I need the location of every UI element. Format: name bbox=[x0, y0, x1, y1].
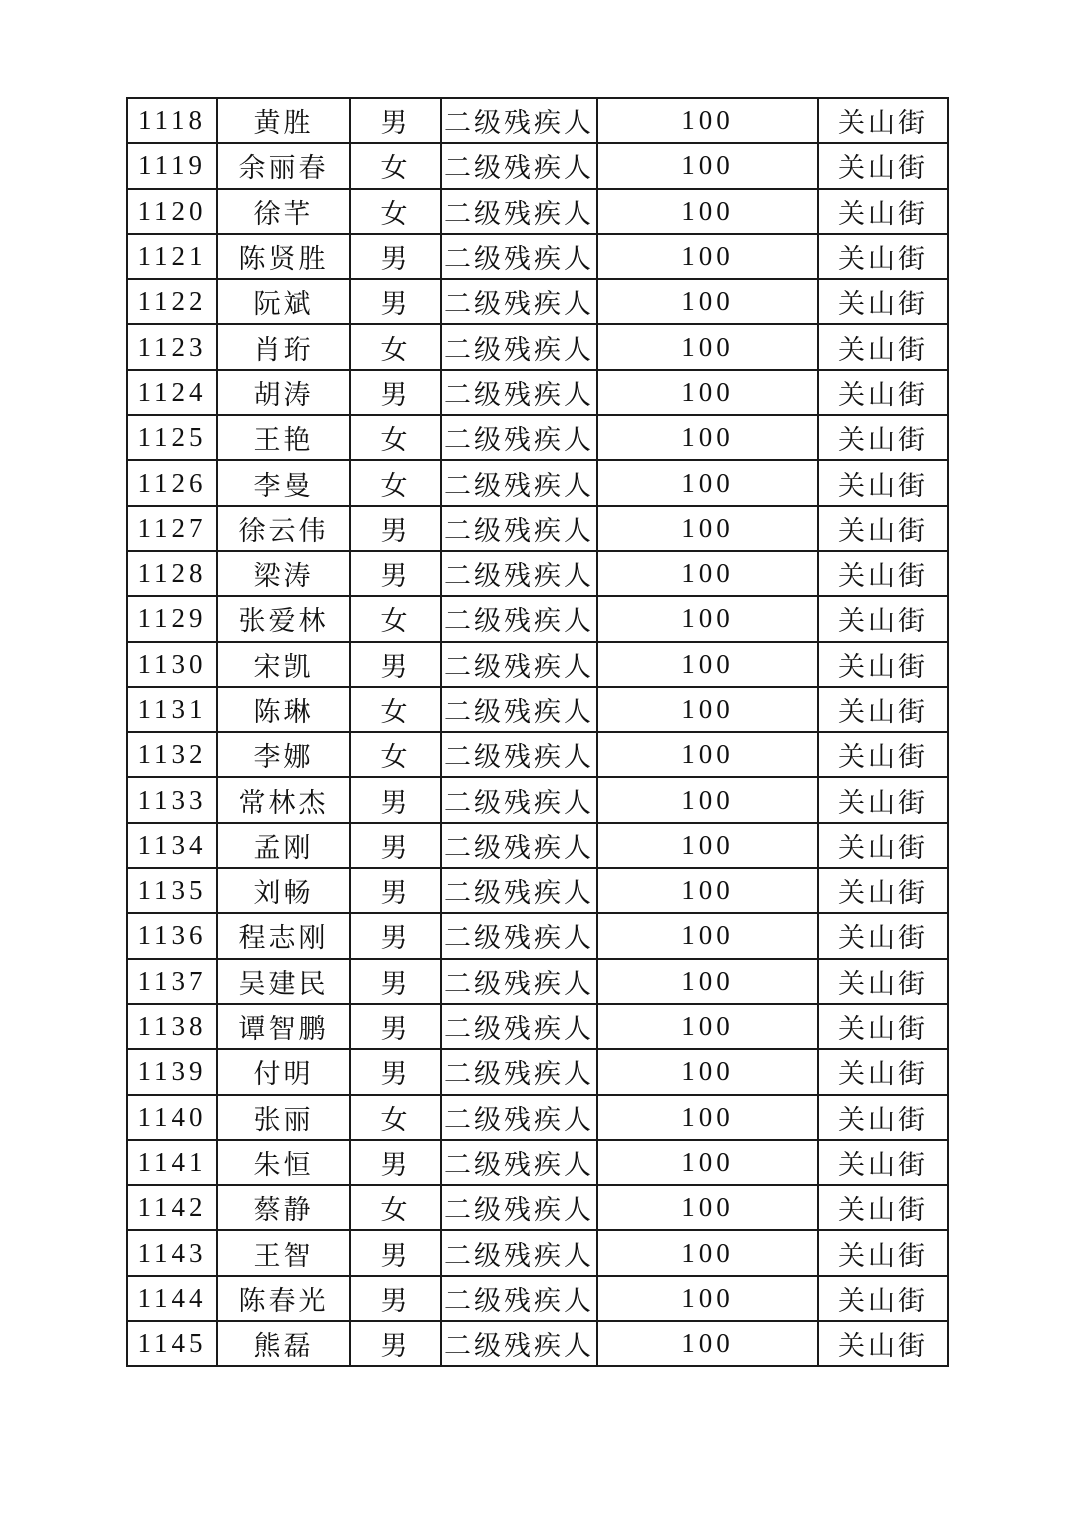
table-row bbox=[127, 324, 948, 369]
row-number-cell: 1123 bbox=[127, 324, 217, 369]
table-row bbox=[127, 1230, 948, 1275]
table-row bbox=[127, 370, 948, 415]
amount-cell: 100 bbox=[597, 1230, 818, 1275]
row-number-cell: 1128 bbox=[127, 551, 217, 596]
name-cell: 肖珩 bbox=[217, 324, 350, 369]
row-number-cell: 1138 bbox=[127, 1004, 217, 1049]
gender-cell: 男 bbox=[350, 1004, 441, 1049]
gender-cell: 男 bbox=[350, 823, 441, 868]
amount-cell: 100 bbox=[597, 732, 818, 777]
name-cell: 张爱林 bbox=[217, 596, 350, 641]
gender-cell: 男 bbox=[350, 913, 441, 958]
table-row bbox=[127, 189, 948, 234]
table-row bbox=[127, 642, 948, 687]
table-row bbox=[127, 823, 948, 868]
disability-category-cell: 二级残疾人 bbox=[441, 279, 597, 324]
name-cell: 李娜 bbox=[217, 732, 350, 777]
disability-category-cell: 二级残疾人 bbox=[441, 687, 597, 732]
table-body bbox=[127, 98, 948, 1366]
row-number-cell: 1122 bbox=[127, 279, 217, 324]
disability-category-cell: 二级残疾人 bbox=[441, 1230, 597, 1275]
table-row bbox=[127, 1185, 948, 1230]
name-cell: 熊磊 bbox=[217, 1321, 350, 1366]
gender-cell: 男 bbox=[350, 1321, 441, 1366]
table-row bbox=[127, 506, 948, 551]
table-row bbox=[127, 143, 948, 188]
row-number-cell: 1130 bbox=[127, 642, 217, 687]
row-number-cell: 1132 bbox=[127, 732, 217, 777]
row-number-cell: 1145 bbox=[127, 1321, 217, 1366]
row-number-cell: 1135 bbox=[127, 868, 217, 913]
disability-category-cell: 二级残疾人 bbox=[441, 143, 597, 188]
disability-category-cell: 二级残疾人 bbox=[441, 1321, 597, 1366]
name-cell: 张丽 bbox=[217, 1095, 350, 1140]
name-cell: 吴建民 bbox=[217, 959, 350, 1004]
amount-cell: 100 bbox=[597, 868, 818, 913]
gender-cell: 女 bbox=[350, 460, 441, 505]
amount-cell: 100 bbox=[597, 687, 818, 732]
amount-cell: 100 bbox=[597, 1095, 818, 1140]
disability-category-cell: 二级残疾人 bbox=[441, 777, 597, 822]
row-number-cell: 1131 bbox=[127, 687, 217, 732]
amount-cell: 100 bbox=[597, 642, 818, 687]
name-cell: 蔡静 bbox=[217, 1185, 350, 1230]
street-cell: 关山街 bbox=[818, 1095, 948, 1140]
street-cell: 关山街 bbox=[818, 777, 948, 822]
disability-category-cell: 二级残疾人 bbox=[441, 98, 597, 143]
gender-cell: 男 bbox=[350, 959, 441, 1004]
street-cell: 关山街 bbox=[818, 1276, 948, 1321]
street-cell: 关山街 bbox=[818, 98, 948, 143]
table-row bbox=[127, 596, 948, 641]
amount-cell: 100 bbox=[597, 1049, 818, 1094]
row-number-cell: 1129 bbox=[127, 596, 217, 641]
row-number-cell: 1126 bbox=[127, 460, 217, 505]
street-cell: 关山街 bbox=[818, 551, 948, 596]
amount-cell: 100 bbox=[597, 1276, 818, 1321]
street-cell: 关山街 bbox=[818, 189, 948, 234]
disability-category-cell: 二级残疾人 bbox=[441, 1140, 597, 1185]
amount-cell: 100 bbox=[597, 596, 818, 641]
gender-cell: 女 bbox=[350, 143, 441, 188]
street-cell: 关山街 bbox=[818, 959, 948, 1004]
amount-cell: 100 bbox=[597, 415, 818, 460]
disability-category-cell: 二级残疾人 bbox=[441, 959, 597, 1004]
street-cell: 关山街 bbox=[818, 460, 948, 505]
row-number-cell: 1121 bbox=[127, 234, 217, 279]
amount-cell: 100 bbox=[597, 143, 818, 188]
disability-category-cell: 二级残疾人 bbox=[441, 1049, 597, 1094]
name-cell: 付明 bbox=[217, 1049, 350, 1094]
gender-cell: 男 bbox=[350, 1140, 441, 1185]
table-row bbox=[127, 551, 948, 596]
row-number-cell: 1144 bbox=[127, 1276, 217, 1321]
disability-category-cell: 二级残疾人 bbox=[441, 642, 597, 687]
disability-category-cell: 二级残疾人 bbox=[441, 506, 597, 551]
street-cell: 关山街 bbox=[818, 1140, 948, 1185]
amount-cell: 100 bbox=[597, 279, 818, 324]
name-cell: 徐芊 bbox=[217, 189, 350, 234]
street-cell: 关山街 bbox=[818, 732, 948, 777]
street-cell: 关山街 bbox=[818, 324, 948, 369]
amount-cell: 100 bbox=[597, 1140, 818, 1185]
table-row bbox=[127, 1004, 948, 1049]
disability-category-cell: 二级残疾人 bbox=[441, 596, 597, 641]
name-cell: 宋凯 bbox=[217, 642, 350, 687]
amount-cell: 100 bbox=[597, 234, 818, 279]
amount-cell: 100 bbox=[597, 959, 818, 1004]
gender-cell: 女 bbox=[350, 324, 441, 369]
street-cell: 关山街 bbox=[818, 687, 948, 732]
street-cell: 关山街 bbox=[818, 913, 948, 958]
row-number-cell: 1140 bbox=[127, 1095, 217, 1140]
gender-cell: 女 bbox=[350, 732, 441, 777]
disability-category-cell: 二级残疾人 bbox=[441, 1004, 597, 1049]
amount-cell: 100 bbox=[597, 1004, 818, 1049]
disability-category-cell: 二级残疾人 bbox=[441, 823, 597, 868]
disability-category-cell: 二级残疾人 bbox=[441, 370, 597, 415]
amount-cell: 100 bbox=[597, 370, 818, 415]
gender-cell: 男 bbox=[350, 1276, 441, 1321]
row-number-cell: 1124 bbox=[127, 370, 217, 415]
row-number-cell: 1119 bbox=[127, 143, 217, 188]
gender-cell: 男 bbox=[350, 279, 441, 324]
table-row bbox=[127, 1321, 948, 1366]
disability-category-cell: 二级残疾人 bbox=[441, 732, 597, 777]
gender-cell: 女 bbox=[350, 189, 441, 234]
gender-cell: 女 bbox=[350, 596, 441, 641]
table-row bbox=[127, 959, 948, 1004]
name-cell: 王智 bbox=[217, 1230, 350, 1275]
disability-category-cell: 二级残疾人 bbox=[441, 551, 597, 596]
amount-cell: 100 bbox=[597, 189, 818, 234]
row-number-cell: 1139 bbox=[127, 1049, 217, 1094]
street-cell: 关山街 bbox=[818, 1321, 948, 1366]
amount-cell: 100 bbox=[597, 913, 818, 958]
name-cell: 程志刚 bbox=[217, 913, 350, 958]
gender-cell: 男 bbox=[350, 506, 441, 551]
table-row bbox=[127, 234, 948, 279]
name-cell: 谭智鹏 bbox=[217, 1004, 350, 1049]
beneficiary-table bbox=[126, 97, 949, 1367]
disability-category-cell: 二级残疾人 bbox=[441, 1095, 597, 1140]
name-cell: 朱恒 bbox=[217, 1140, 350, 1185]
street-cell: 关山街 bbox=[818, 823, 948, 868]
name-cell: 梁涛 bbox=[217, 551, 350, 596]
amount-cell: 100 bbox=[597, 551, 818, 596]
disability-category-cell: 二级残疾人 bbox=[441, 1276, 597, 1321]
name-cell: 刘畅 bbox=[217, 868, 350, 913]
row-number-cell: 1134 bbox=[127, 823, 217, 868]
name-cell: 陈贤胜 bbox=[217, 234, 350, 279]
table-row bbox=[127, 460, 948, 505]
disability-category-cell: 二级残疾人 bbox=[441, 324, 597, 369]
amount-cell: 100 bbox=[597, 460, 818, 505]
street-cell: 关山街 bbox=[818, 1185, 948, 1230]
disability-category-cell: 二级残疾人 bbox=[441, 234, 597, 279]
table-row bbox=[127, 1095, 948, 1140]
disability-category-cell: 二级残疾人 bbox=[441, 460, 597, 505]
street-cell: 关山街 bbox=[818, 415, 948, 460]
table-row bbox=[127, 687, 948, 732]
street-cell: 关山街 bbox=[818, 1049, 948, 1094]
row-number-cell: 1127 bbox=[127, 506, 217, 551]
row-number-cell: 1141 bbox=[127, 1140, 217, 1185]
amount-cell: 100 bbox=[597, 324, 818, 369]
gender-cell: 男 bbox=[350, 1049, 441, 1094]
gender-cell: 男 bbox=[350, 370, 441, 415]
name-cell: 黄胜 bbox=[217, 98, 350, 143]
name-cell: 阮斌 bbox=[217, 279, 350, 324]
disability-category-cell: 二级残疾人 bbox=[441, 1185, 597, 1230]
amount-cell: 100 bbox=[597, 98, 818, 143]
table-row bbox=[127, 868, 948, 913]
disability-category-cell: 二级残疾人 bbox=[441, 913, 597, 958]
street-cell: 关山街 bbox=[818, 642, 948, 687]
row-number-cell: 1142 bbox=[127, 1185, 217, 1230]
name-cell: 陈琳 bbox=[217, 687, 350, 732]
amount-cell: 100 bbox=[597, 777, 818, 822]
street-cell: 关山街 bbox=[818, 596, 948, 641]
name-cell: 徐云伟 bbox=[217, 506, 350, 551]
table-row bbox=[127, 1140, 948, 1185]
row-number-cell: 1120 bbox=[127, 189, 217, 234]
table-row bbox=[127, 732, 948, 777]
street-cell: 关山街 bbox=[818, 279, 948, 324]
disability-category-cell: 二级残疾人 bbox=[441, 189, 597, 234]
gender-cell: 男 bbox=[350, 98, 441, 143]
table-row bbox=[127, 415, 948, 460]
amount-cell: 100 bbox=[597, 506, 818, 551]
table-row bbox=[127, 98, 948, 143]
gender-cell: 女 bbox=[350, 687, 441, 732]
table-row bbox=[127, 777, 948, 822]
gender-cell: 男 bbox=[350, 868, 441, 913]
name-cell: 王艳 bbox=[217, 415, 350, 460]
gender-cell: 女 bbox=[350, 1185, 441, 1230]
row-number-cell: 1125 bbox=[127, 415, 217, 460]
disability-category-cell: 二级残疾人 bbox=[441, 868, 597, 913]
table-row bbox=[127, 1276, 948, 1321]
gender-cell: 男 bbox=[350, 551, 441, 596]
table-row bbox=[127, 1049, 948, 1094]
street-cell: 关山街 bbox=[818, 868, 948, 913]
name-cell: 胡涛 bbox=[217, 370, 350, 415]
street-cell: 关山街 bbox=[818, 370, 948, 415]
name-cell: 孟刚 bbox=[217, 823, 350, 868]
row-number-cell: 1143 bbox=[127, 1230, 217, 1275]
street-cell: 关山街 bbox=[818, 234, 948, 279]
gender-cell: 男 bbox=[350, 777, 441, 822]
amount-cell: 100 bbox=[597, 1185, 818, 1230]
street-cell: 关山街 bbox=[818, 143, 948, 188]
street-cell: 关山街 bbox=[818, 1004, 948, 1049]
table-row bbox=[127, 913, 948, 958]
amount-cell: 100 bbox=[597, 823, 818, 868]
street-cell: 关山街 bbox=[818, 1230, 948, 1275]
gender-cell: 男 bbox=[350, 1230, 441, 1275]
gender-cell: 男 bbox=[350, 234, 441, 279]
row-number-cell: 1136 bbox=[127, 913, 217, 958]
row-number-cell: 1118 bbox=[127, 98, 217, 143]
name-cell: 常林杰 bbox=[217, 777, 350, 822]
name-cell: 余丽春 bbox=[217, 143, 350, 188]
name-cell: 陈春光 bbox=[217, 1276, 350, 1321]
gender-cell: 女 bbox=[350, 415, 441, 460]
name-cell: 李曼 bbox=[217, 460, 350, 505]
gender-cell: 女 bbox=[350, 1095, 441, 1140]
gender-cell: 男 bbox=[350, 642, 441, 687]
amount-cell: 100 bbox=[597, 1321, 818, 1366]
row-number-cell: 1137 bbox=[127, 959, 217, 1004]
street-cell: 关山街 bbox=[818, 506, 948, 551]
disability-category-cell: 二级残疾人 bbox=[441, 415, 597, 460]
row-number-cell: 1133 bbox=[127, 777, 217, 822]
table-row bbox=[127, 279, 948, 324]
